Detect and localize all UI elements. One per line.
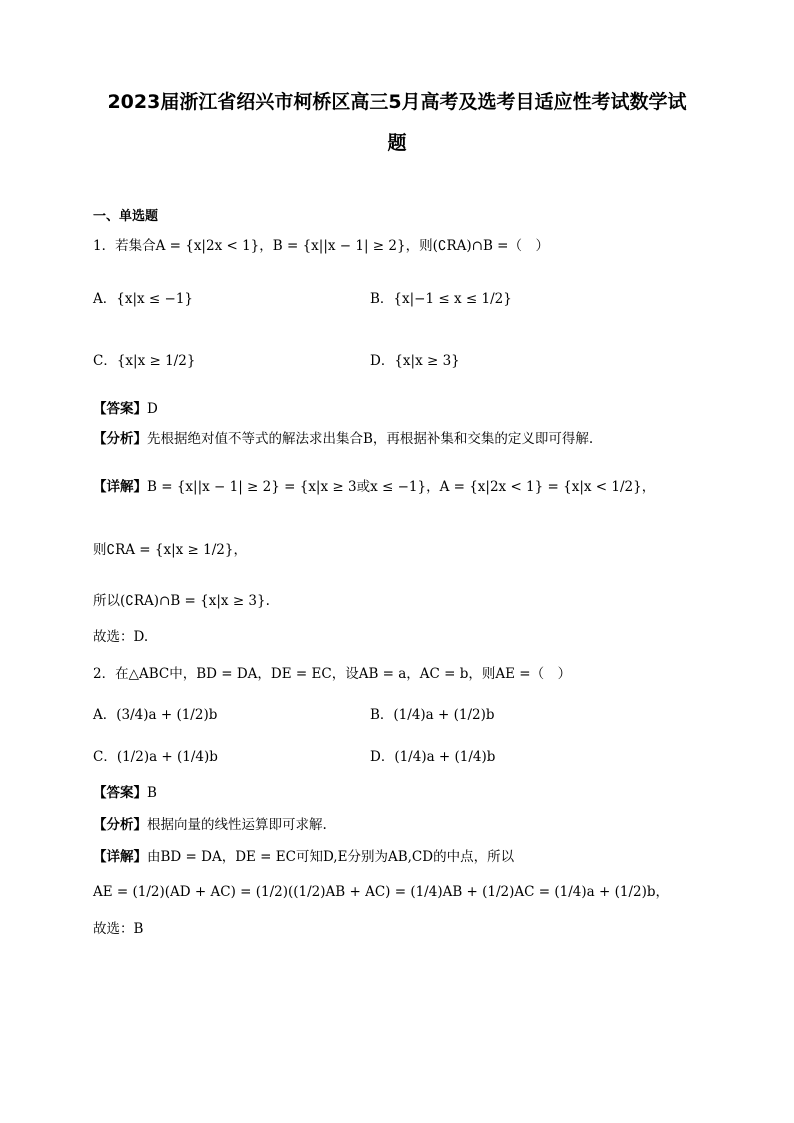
q1-analysis-tag: 【分析】 — [93, 431, 147, 447]
q2-stem: 2．在△ABC中，BD = DA，DE = EC，设AB = a，AC = b，则AE =（ ） — [93, 666, 572, 682]
q2-detail-line2: AE = (1/2)(AD + AC) = (1/2)((1/2)AB + AC) = (1/4)AB + (1/2)AC = (1/4)a + (1/2)b， — [93, 884, 669, 900]
q2-option-c: C．(1/2)a + (1/4)b — [93, 749, 218, 765]
q2-detail — [93, 845, 514, 865]
q2-analysis — [93, 813, 327, 833]
q2-choice: 故选：B — [93, 921, 144, 937]
q1-detail-line2: 则∁RA = {x|x ≥ 1/2}， — [93, 542, 247, 558]
document-title-line1: 2023届浙江省绍兴市柯桥区高三5月高考及选考目适应性考试数学试 — [107, 91, 687, 113]
q1-answer-tag: 【答案】 — [93, 401, 147, 417]
q1-detail — [93, 475, 655, 495]
q1-option-a: A．{x|x ≤ −1} — [93, 291, 193, 307]
q1-stem: 1．若集合A = {x|2x < 1}，B = {x||x − 1| ≥ 2}，则(∁RA)∩B =（ ） — [93, 238, 549, 254]
section-heading: 一、单选题 — [93, 209, 159, 224]
q2-option-a: A．(3/4)a + (1/2)b — [93, 707, 218, 723]
q2-answer-tag: 【答案】 — [93, 785, 147, 801]
q1-analysis — [93, 427, 593, 447]
q2-analysis-text: 根据向量的线性运算即可求解. — [147, 817, 327, 833]
q1-option-b: B．{x|−1 ≤ x ≤ 1/2} — [370, 291, 512, 307]
q1-detail-line1: B = {x||x − 1| ≥ 2} = {x|x ≥ 3或x ≤ −1}，A = {x|2x < 1} = {x|x < 1/2}， — [147, 479, 656, 495]
q1-option-c: C．{x|x ≥ 1/2} — [93, 353, 196, 369]
q2-detail-line1: 由BD = DA，DE = EC可知D,E分别为AB,CD的中点，所以 — [147, 849, 515, 865]
q2-option-b: B．(1/4)a + (1/2)b — [370, 707, 495, 723]
q2-option-d: D．(1/4)a + (1/4)b — [370, 749, 496, 765]
q1-detail-line3: 所以(∁RA)∩B = {x|x ≥ 3}. — [93, 593, 270, 609]
q1-answer-value: D — [147, 401, 158, 417]
q1-option-d: D．{x|x ≥ 3} — [370, 353, 460, 369]
q2-detail-tag: 【详解】 — [93, 849, 147, 865]
q1-choice: 故选：D. — [93, 629, 149, 645]
q1-analysis-text: 先根据绝对值不等式的解法求出集合B，再根据补集和交集的定义即可得解. — [147, 431, 594, 447]
q2-analysis-tag: 【分析】 — [93, 817, 147, 833]
q2-answer-value: B — [147, 785, 157, 801]
q2-answer — [93, 781, 157, 801]
document-title-line2: 题 — [387, 132, 407, 154]
q1-detail-tag: 【详解】 — [93, 479, 147, 495]
q1-answer — [93, 397, 158, 417]
